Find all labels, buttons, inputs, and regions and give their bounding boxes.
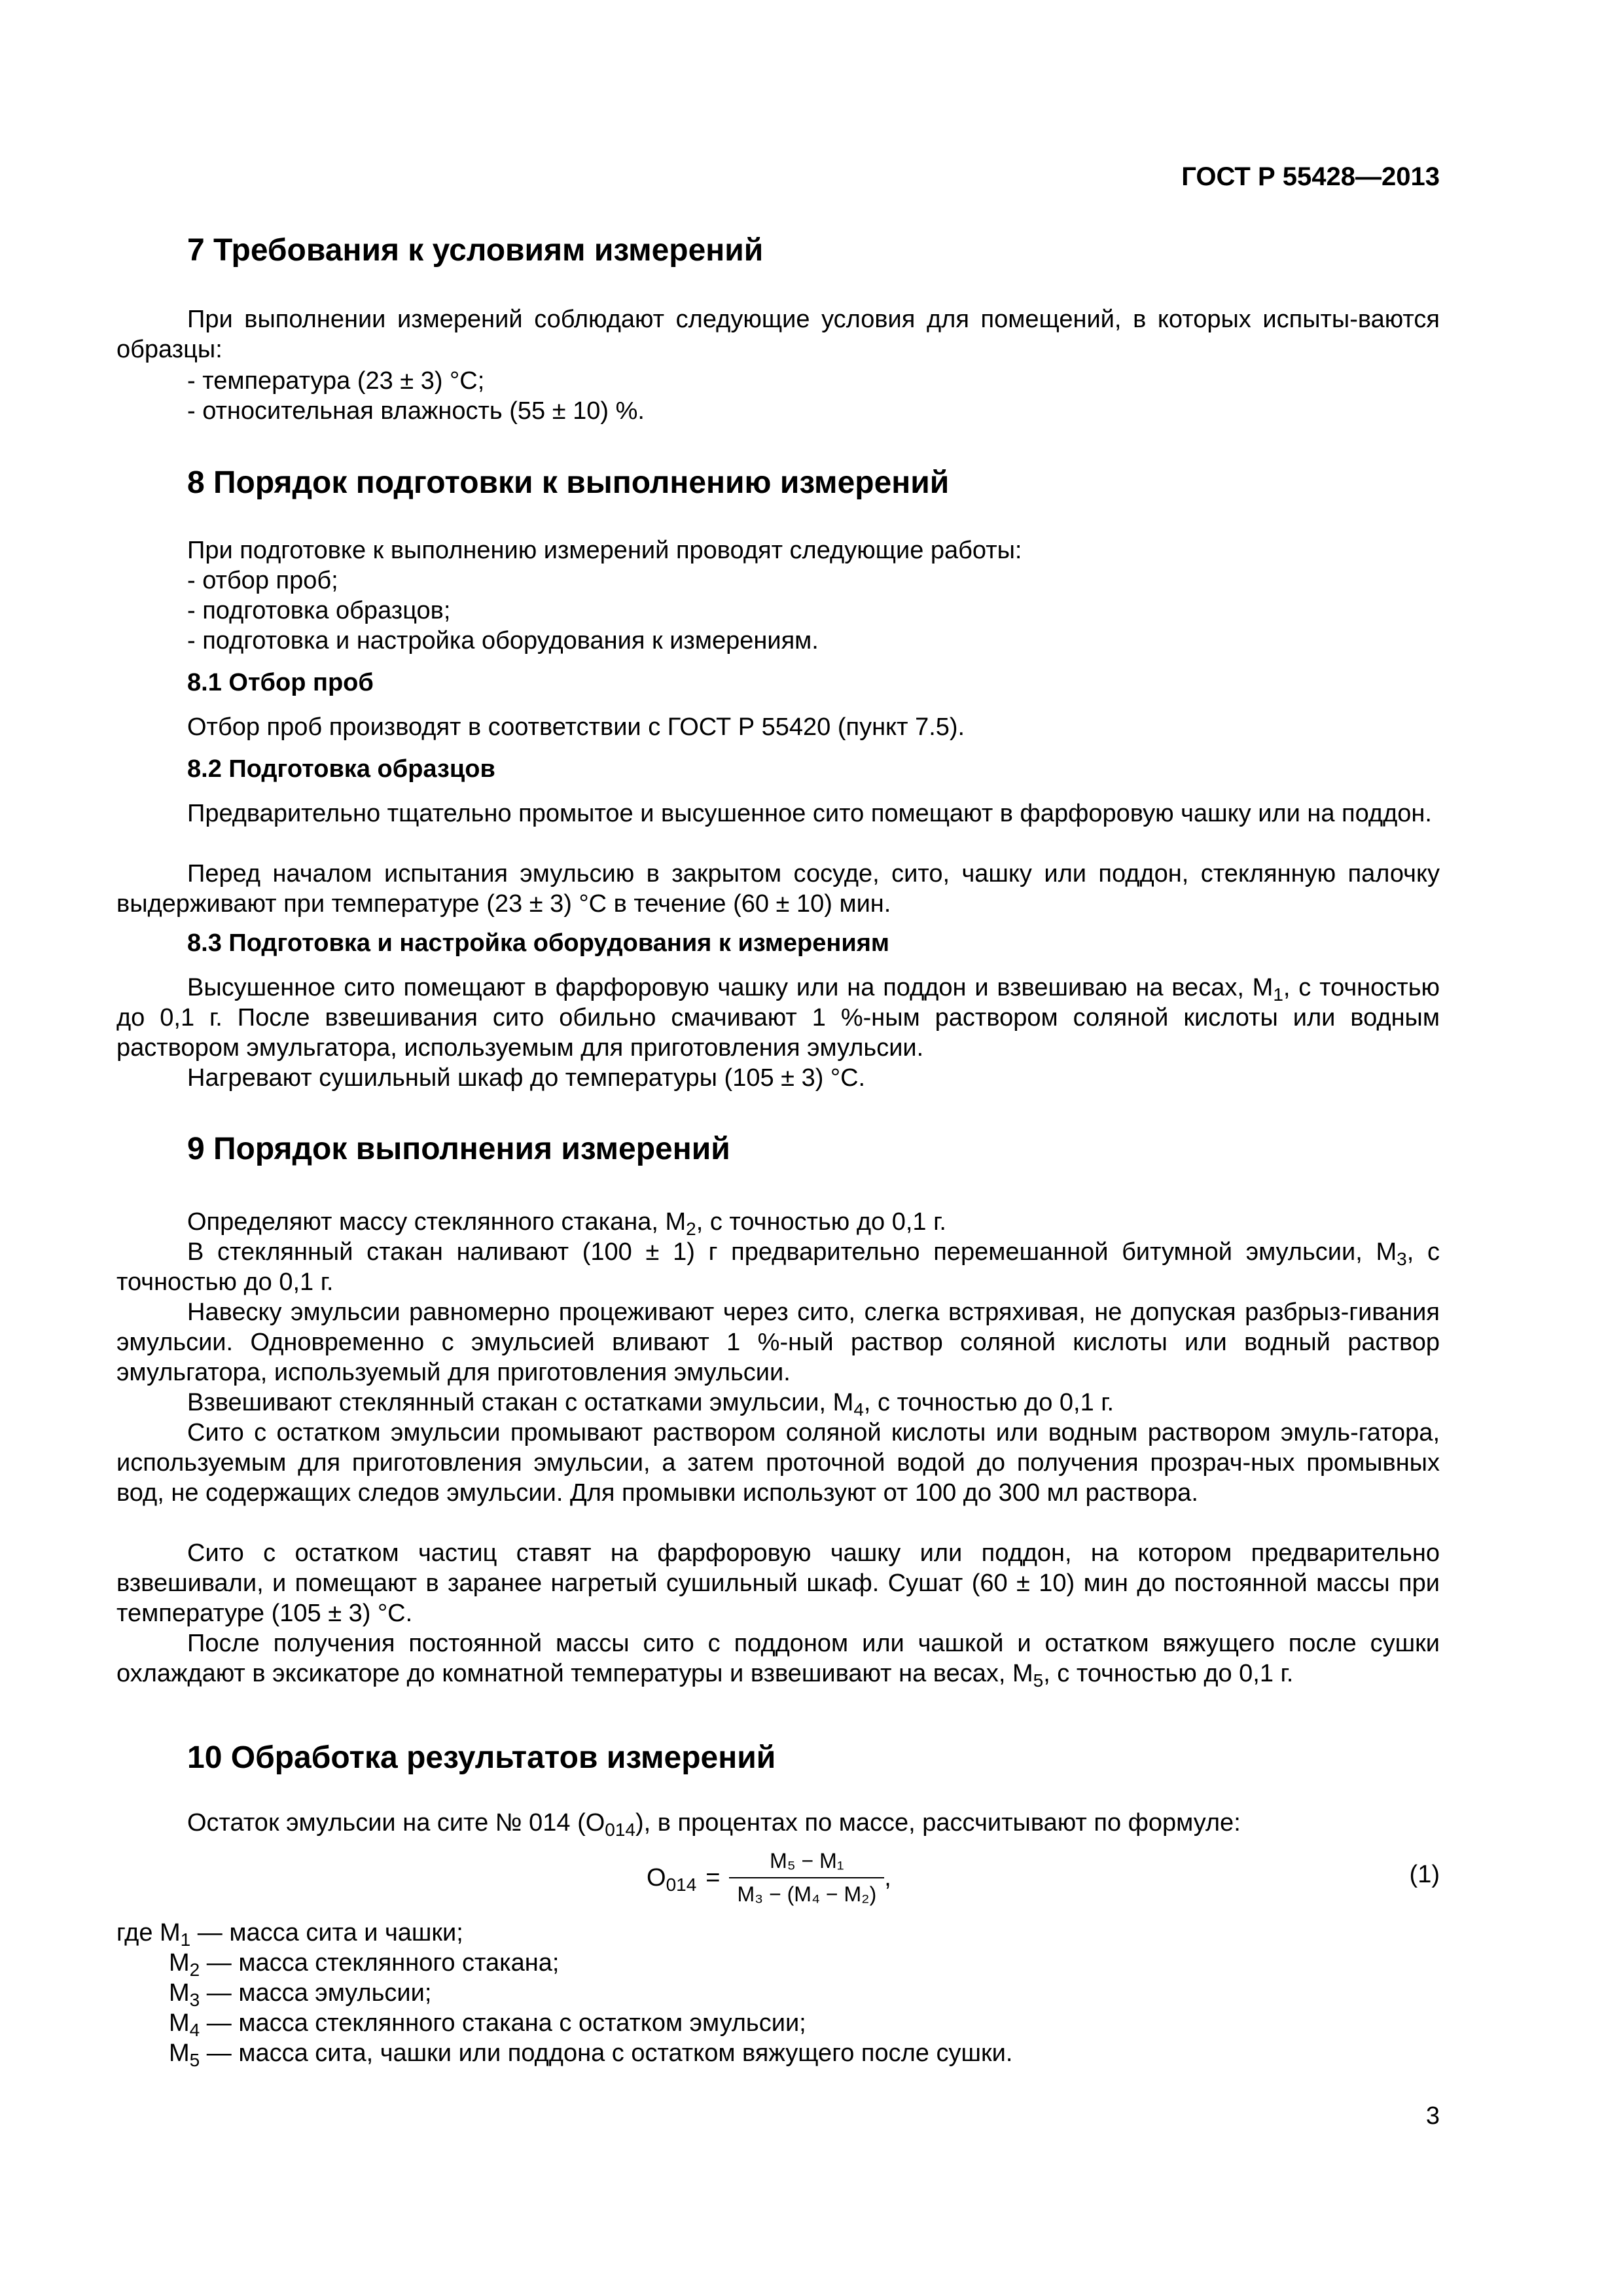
section-8-title: 8 Порядок подготовки к выполнению измерений	[187, 465, 950, 500]
s9-para-1: Определяют массу стеклянного стакана, $М_2$, с точностью до 0,1 г.	[187, 1208, 946, 1239]
section-10-title: 10 Обработка результатов измерений	[187, 1740, 776, 1775]
s8-list-item-3: - подготовка и настройка оборудования к измерениям.	[187, 627, 819, 655]
s9-para-6: Сито с остатком частиц ставят на фарфоровую чашку или поддон, на котором предварительно взвешивали, и помещают в заранее нагретый сушильный шкаф. Сушат (60 ± 10) мин до постоянной массы при температуре (105 ± 3) °С.	[116, 1539, 1440, 1627]
subsection-8-2-title: 8.2 Подготовка образцов	[187, 755, 495, 783]
s9-para-5: Сито с остатком эмульсии промывают раствором соляной кислоты или водным раствором эмуль-гатора, используемым для приготовления эмульсии, а затем проточной водой до получения прозрач-ных промывных вод, не содержащих следов эмульсии. Для промывки используют от 100 до 300 мл раствора.	[116, 1419, 1440, 1507]
s7-list-item-2: - относительная влажность (55 ± 10) %.	[187, 397, 645, 425]
section-7-title: 7 Требования к условиям измерений	[187, 233, 764, 268]
s9-para-4: Взвешивают стеклянный стакан с остатками эмульсии, $М_4$, с точностью до 0,1 г.	[187, 1389, 1115, 1420]
s81-para: Отбор проб производят в соответствии с ГОСТ Р 55420 (пункт 7.5).	[187, 713, 965, 741]
where-item-2: $М_2$ — масса стеклянного стакана;	[169, 1949, 560, 1980]
where-item-3: $М_3$ — масса эмульсии;	[169, 1979, 432, 2010]
formula-equals: =	[705, 1863, 721, 1892]
document-id: ГОСТ Р 55428—2013	[1181, 162, 1440, 191]
s9-para-3: Навеску эмульсии равномерно процеживают через сито, слегка встряхивая, не допуская разбрыз-гивания эмульсии. Одновременно с эмульсией вливают 1 %-ный раствор соляной кислоты или водный раствор эмульгатора, используемый для приготовления эмульсии.	[116, 1299, 1440, 1386]
s10-para-1: Остаток эмульсии на сите № 014 $(О_{014})$, в процентах по массе, рассчитывают по формуле:	[187, 1809, 1241, 1840]
formula-numerator: M₅ − M₁	[729, 1849, 884, 1878]
formula-number: (1)	[1409, 1861, 1440, 1888]
s8-para-1: При подготовке к выполнению измерений проводят следующие работы:	[187, 537, 1022, 564]
section-9-title: 9 Порядок выполнения измерений	[187, 1132, 730, 1166]
s9-para-7: После получения постоянной массы сито с поддоном или чашкой и остатком вяжущего после сушки охлаждают в эксикаторе до комнатной температуры и взвешивают на весах, $М_5$, с точностью до 0,1 г.	[116, 1630, 1440, 1691]
s83-para-1: Высушенное сито помещают в фарфоровую чашку или на поддон и взвешиваю на весах, $М_1$, с точностью до 0,1 г. После взвешивания сито обильно смачивают 1 %-ным раствором соляной кислоты или водным раствором эмульгатора, используемым для приготовления эмульсии.	[116, 974, 1440, 1062]
s8-list-item-1: - отбор проб;	[187, 567, 338, 594]
formula-denominator: M₃ − (M₄ − M₂)	[737, 1882, 877, 1906]
where-item-4: $М_4$ — масса стеклянного стакана с остатком эмульсии;	[169, 2009, 806, 2040]
s7-list-item-1: - температура (23 ± 3) °С;	[187, 367, 485, 395]
subsection-8-3-title: 8.3 Подготовка и настройка оборудования к измерениям	[187, 929, 889, 957]
formula-lhs: $О_{014}$	[647, 1863, 697, 1895]
subsection-8-1-title: 8.1 Отбор проб	[187, 669, 374, 696]
where-item-5: $М_5$ — масса сита, чашки или поддона с остатком вяжущего после сушки.	[169, 2039, 1013, 2070]
s9-para-2: В стеклянный стакан наливают (100 ± 1) г предварительно перемешанной битумной эмульсии, $М_3$, с точностью до 0,1 г.	[116, 1238, 1440, 1296]
s8-list-item-2: - подготовка образцов;	[187, 597, 451, 624]
s83-para-2: Нагревают сушильный шкаф до температуры (105 ± 3) °С.	[187, 1064, 866, 1092]
formula-1	[116, 1842, 1440, 1914]
formula-comma: ,	[884, 1863, 891, 1892]
where-item-1: где $М_1$ — масса сита и чашки;	[116, 1919, 463, 1950]
s82-para-1: Предварительно тщательно промытое и высушенное сито помещают в фарфоровую чашку или на поддон.	[187, 800, 1432, 827]
page-number: 3	[1425, 2102, 1440, 2130]
s7-para-1: При выполнении измерений соблюдают следующие условия для помещений, в которых испыты-ваются образцы:	[116, 306, 1440, 363]
s82-para-2: Перед началом испытания эмульсию в закрытом сосуде, сито, чашку или поддон, стеклянную палочку выдерживают при температуре (23 ± 3) °С в течение (60 ± 10) мин.	[116, 860, 1440, 918]
formula-fraction	[729, 1849, 884, 1907]
